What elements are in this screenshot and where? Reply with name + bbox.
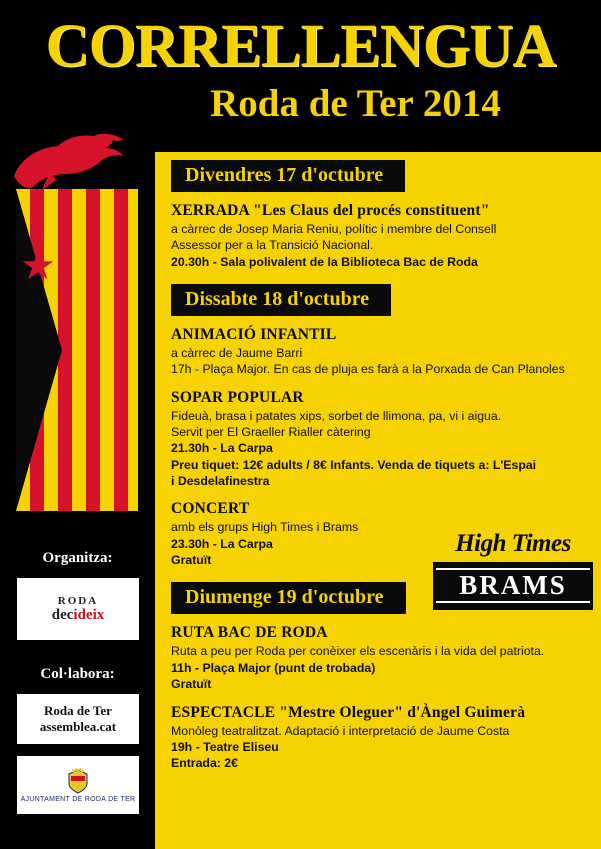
logo-roda-decideix-line2a: dec <box>51 606 74 623</box>
logo-ajuntament <box>17 756 139 814</box>
entry-title: RUTA BAC DE RODA <box>171 624 328 642</box>
entry-line: 17h - Plaça Major. En cas de pluja es farà a la Porxada de Can Planoles <box>171 362 565 377</box>
day-heading-sunday: Diumenge 19 d'octubre <box>185 586 384 609</box>
entry-ruta-bac-de-roda <box>157 624 601 692</box>
entry-line: Monòleg teatralitzat. Adaptació i interpretació de Jaume Costa <box>171 723 510 738</box>
entry-line: Gratuït <box>171 677 212 692</box>
collabora-label: Col·labora: <box>40 666 115 682</box>
logo-assemblea-line1: Roda de Ter <box>44 702 112 718</box>
entry-line: amb els grups High Times i Brams <box>171 520 359 535</box>
entry-sopar-popular <box>157 389 601 490</box>
entry-line: 21.30h - La Carpa <box>171 441 273 456</box>
entry-line: Ruta a peu per Roda per conèixer els escenàris i la vida del patriota. <box>171 644 545 659</box>
logo-roda-decideix-line2b: ideix <box>73 606 105 623</box>
day-section-saturday <box>155 270 601 568</box>
entry-line: 20.30h - Sala polivalent de la Biblioteca Bac de Roda <box>171 254 478 269</box>
entry-line: Assessor per a la Transició Nacional. <box>171 238 374 253</box>
entry-xerrada <box>157 202 601 270</box>
entry-animacio-infantil <box>157 326 601 378</box>
entry-line: Fideuà, brasa i patates xips, sorbet de llimona, pa, vi i aigua. <box>171 408 502 423</box>
organitza-label: Organitza: <box>42 550 113 566</box>
band-logos <box>433 530 593 610</box>
entry-title: ESPECTACLE "Mestre Oleguer" d'Àngel Guimerà <box>171 703 526 721</box>
entry-line: a càrrec de Josep Maria Reniu, polític i membre del Consell <box>171 222 497 236</box>
entry-line: 19h - Teatre Eliseu <box>171 739 279 754</box>
day-heading-bar <box>171 582 406 614</box>
entry-line: Gratuït <box>171 553 212 568</box>
logo-roda-decideix <box>17 578 139 640</box>
entry-line: 11h - Plaça Major (punt de trobada) <box>171 660 376 675</box>
logo-brams-text: BRAMS <box>436 568 590 603</box>
entry-title: CONCERT <box>171 500 250 518</box>
logo-roda-decideix-line1: RODA <box>57 594 99 607</box>
logo-high-times: High Times <box>455 530 571 557</box>
logo-brams <box>433 562 593 610</box>
entry-line: Entrada: 2€ <box>171 756 238 771</box>
entry-line: Servit per El Graeller Rialler càtering <box>171 425 371 440</box>
day-section-friday <box>155 152 601 270</box>
entry-title: XERRADA "Les Claus del procés constituent" <box>171 202 490 219</box>
logo-assemblea-line2: assemblea.cat <box>39 719 117 734</box>
day-heading-friday: Divendres 17 d'octubre <box>185 164 384 186</box>
entry-title: SOPAR POPULAR <box>171 388 304 406</box>
entry-espectacle <box>157 704 601 772</box>
page-subtitle: Roda de Ter 2014 <box>210 82 501 125</box>
logo-assemblea <box>17 694 139 744</box>
day-heading-saturday: Dissabte 18 d'octubre <box>185 288 370 311</box>
crest-icon <box>67 768 89 794</box>
sidebar <box>0 152 155 849</box>
star-icon: ★ <box>20 244 56 288</box>
entry-title: ANIMACIÓ INFANTIL <box>171 326 337 344</box>
program-panel <box>155 152 601 849</box>
bird-icon <box>6 130 136 192</box>
page-title: CORRELLENGUA <box>45 13 556 80</box>
entry-line: Preu tiquet: 12€ adults / 8€ Infants. Venda de tiquets a: L'Espai <box>171 457 537 472</box>
entry-line: i Desdelafinestra <box>171 474 270 489</box>
flag-triangle <box>16 189 62 511</box>
day-heading-bar <box>171 284 391 316</box>
day-heading-bar <box>171 160 405 192</box>
logo-ajuntament-text: AJUNTAMENT DE RODA DE TER <box>20 795 136 803</box>
logo-roda-decideix-line2 <box>52 607 105 624</box>
catalan-estelada-flag <box>16 189 138 511</box>
entry-line: a càrrec de Jaume Barri <box>171 346 303 361</box>
entry-line: 23.30h - La Carpa <box>171 536 273 551</box>
